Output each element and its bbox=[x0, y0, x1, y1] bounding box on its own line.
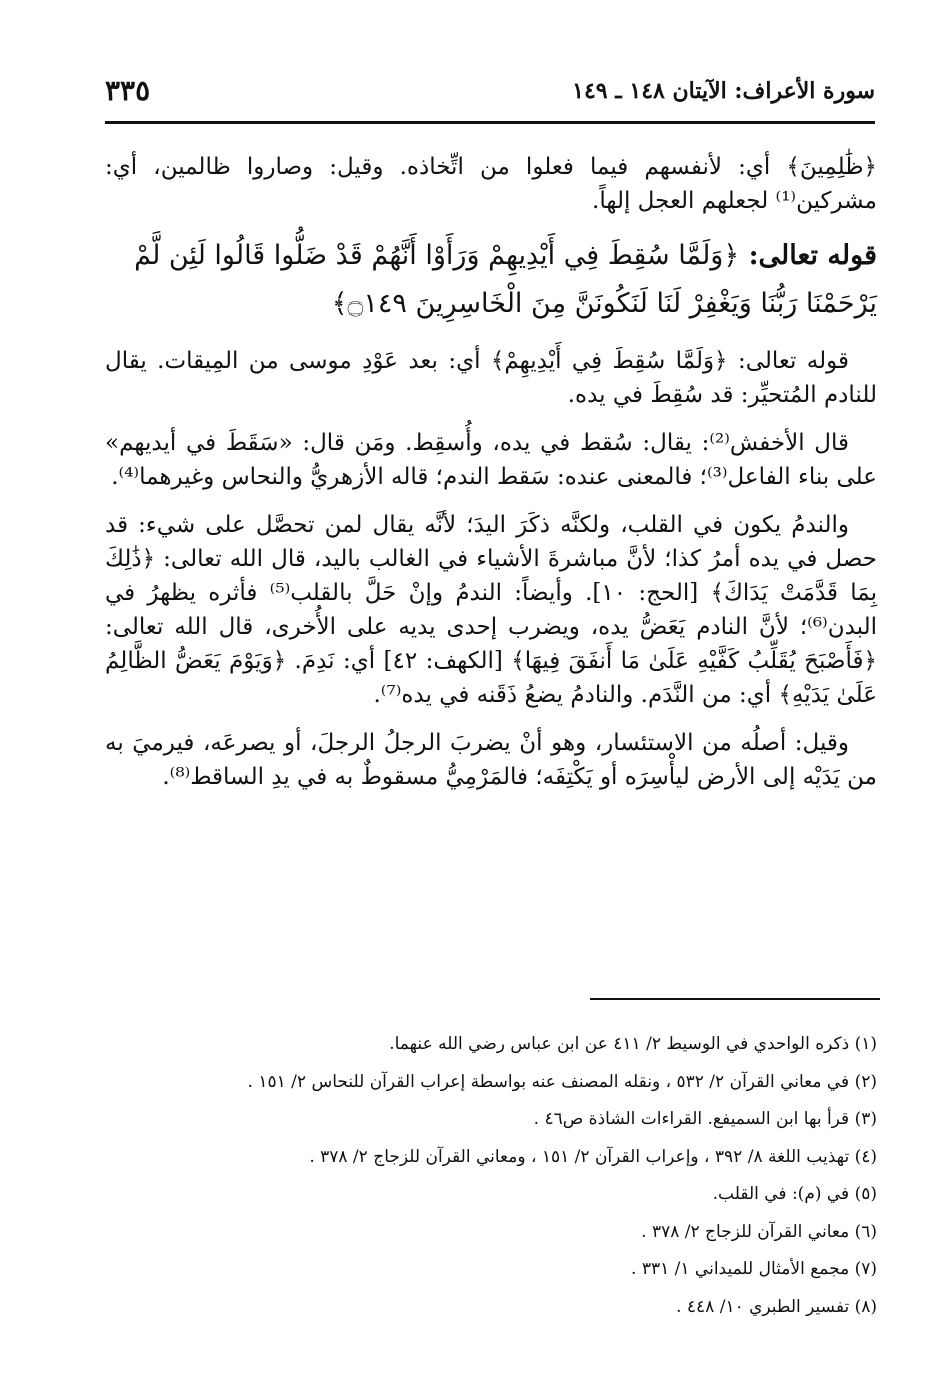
page-number: ٣٣٥ bbox=[105, 74, 151, 107]
footnote-5: (٥) في (م): في القلب. bbox=[712, 1184, 877, 1204]
footnote-4: (٤) تهذيب اللغة ٨/ ٣٩٢ ، وإعراب القرآن ٢/ ١٥١ ، ومعاني القرآن للزجاج ٢/ ٣٧٨ . bbox=[309, 1146, 877, 1167]
paragraph-3: قال الأخفش⁽²⁾: يقال: سُقط في يده، وأُسقِط. ومَن قال: «سَقَطَ في أيديهم» على بناء الفاعل⁽³⁾؛ فالمعنى عنده: سَقط الندم؛ قاله الأزهريُّ والنحاس وغيرهما⁽⁴⁾. bbox=[105, 430, 877, 490]
footnote-3: (٣) قرأ بها ابن السميفع. القراءات الشاذة ص٤٦ . bbox=[533, 1109, 877, 1129]
quran-verse: ﴿وَلَمَّا سُقِطَ فِي أَيْدِيهِمْ وَرَأَوْا أَنَّهُمْ قَدْ ضَلُّوا قَالُوا لَئِن لَّمْ يَرْحَمْنَا رَبُّنَا وَيَغْفِرْ لَنَا لَنَكُونَنَّ مِنَ الْخَاسِرِينَ ۝١٤٩﴾ bbox=[134, 240, 877, 319]
footnote-2: (٢) في معاني القرآن ٢/ ٥٣٢ ، ونقله المصنف عنه بواسطة إعراب القرآن للنحاس ٢/ ١٥١ . bbox=[247, 1071, 877, 1092]
header-divider bbox=[105, 121, 875, 124]
verse-lead: قوله تعالى: bbox=[739, 240, 877, 271]
footnote-8: (٨) تفسير الطبري ١٠/ ٤٤٨ . bbox=[676, 1296, 877, 1317]
footnote-1: (١) ذكره الواحدي في الوسيط ٢/ ٤١١ عن ابن عباس رضي الله عنهما. bbox=[389, 1034, 877, 1054]
paragraph-2: قوله تعالى: ﴿وَلَمَّا سُقِطَ فِي أَيْدِيهِمْ﴾ أي: بعد عَوْدِ موسى من المِيقات. يقال للنادم المُتحيِّر: قد سُقِطَ في يده. bbox=[105, 348, 877, 408]
footnotes bbox=[105, 1032, 877, 1332]
paragraph-5: وقيل: أصلُه من الاستئسار، وهو أنْ يضربَ الرجلُ الرجلَ، أو يصرعَه، فيرميَ به من يَدَيْه إلى الأرض ليأْسِرَه أو يَكْتِفَه؛ فالمَرْمِيُّ مسقوطٌ به في يدِ الساقط⁽⁸⁾. bbox=[105, 730, 877, 790]
paragraph-4: والندمُ يكون في القلب، ولكنَّه ذكَرَ اليدَ؛ لأنَّه يقال لمن تحصَّل على شيء: قد حصل في يده أمرُ كذا؛ لأنَّ مباشرةَ الأشياء في الغالب باليد، قال الله تعالى: ﴿ذَٰلِكَ بِمَا قَدَّمَتْ يَدَاكَ﴾ [الحج: ١٠]. وأيضاً: الندمُ وإنْ حَلَّ بالقلب⁽⁵⁾ فأثره يظهرُ في البدن⁽⁶⁾؛ لأنَّ النادم يَعَضُّ يده، ويضرب إحدى يديه على الأُخرى، قال الله تعالى: ﴿فَأَصْبَحَ يُقَلِّبُ كَفَّيْهِ عَلَىٰ مَا أَنفَقَ فِيهَا﴾ [الكهف: ٤٢] أي: نَدِمَ. ﴿وَيَوْمَ يَعَضُّ الظَّالِمُ عَلَىٰ يَدَيْهِ﴾ أي: من النَّدَم. والنادمُ يضعُ ذَقَنه في يده⁽⁷⁾. bbox=[105, 512, 878, 708]
footnote-divider bbox=[590, 998, 880, 1000]
verse-block bbox=[105, 232, 877, 328]
running-header bbox=[105, 74, 875, 122]
chapter-title: سورة الأعراف: الآيتان ١٤٨ ـ ١٤٩ bbox=[572, 78, 875, 104]
footnote-7: (٧) مجمع الأمثال للميداني ١/ ٣٣١ . bbox=[631, 1259, 877, 1279]
main-text bbox=[105, 150, 877, 808]
paragraph-1: ﴿ظَٰلِمِينَ﴾ أي: لأنفسهم فيما فعلوا من اتِّخاذه. وقيل: وصاروا ظالمين، أي: مشركين⁽¹⁾ لجعلهم العجل إلهاً. bbox=[105, 154, 877, 214]
footnote-6: (٦) معاني القرآن للزجاج ٢/ ٣٧٨ . bbox=[641, 1221, 877, 1242]
